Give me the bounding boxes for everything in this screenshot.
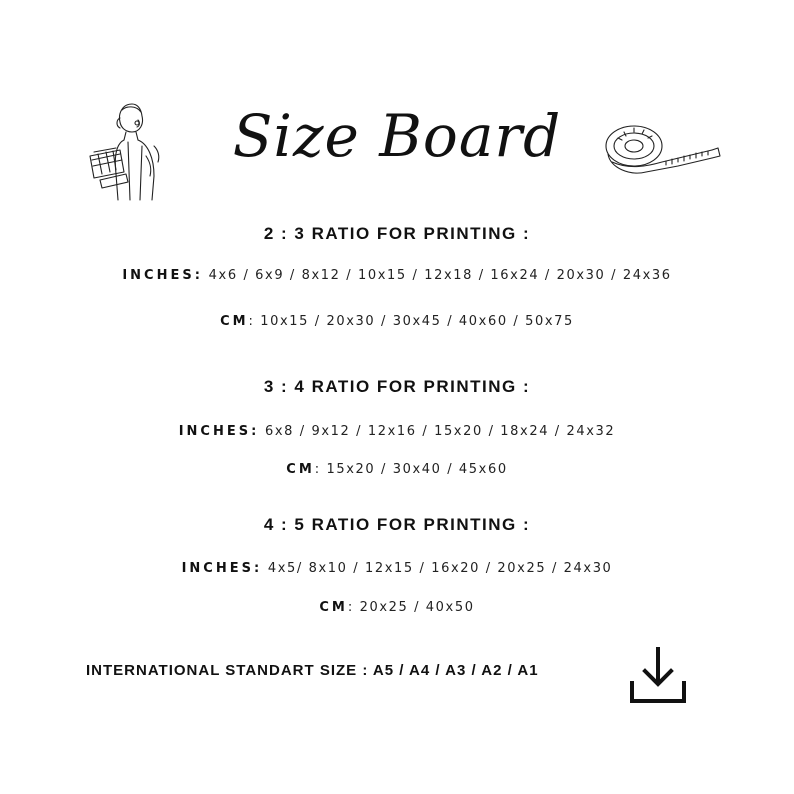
page-title: Size Board: [232, 102, 562, 170]
inches-label: INCHES:: [178, 424, 260, 439]
cm-label: CM: [220, 314, 249, 329]
section-1-inches: [120, 266, 674, 285]
inches-values: 6x8 / 9x12 / 12x16 / 15x20 / 18x24 / 24x32: [265, 424, 616, 439]
section-3-inches: [120, 559, 674, 578]
cm-values: : 10x15 / 20x30 / 30x45 / 40x60 / 50x75: [248, 314, 574, 329]
section-1-cm: [120, 312, 674, 331]
cm-values: : 15x20 / 30x40 / 45x60: [314, 462, 508, 477]
section-3-cm: [120, 598, 674, 617]
cm-values: : 20x25 / 40x50: [347, 600, 475, 615]
inches-values: 4x6 / 6x9 / 8x12 / 10x15 / 12x18 / 16x24 / 20x30 / 24x36: [208, 268, 672, 283]
download-icon[interactable]: [626, 645, 690, 707]
section-1-heading: 2 : 3 RATIO FOR PRINTING :: [263, 224, 531, 243]
cm-label: CM: [319, 600, 348, 615]
cm-label: CM: [286, 462, 315, 477]
measuring-tape-icon: [600, 118, 722, 184]
section-3-heading: 4 : 5 RATIO FOR PRINTING :: [263, 515, 531, 534]
section-2-cm: [120, 460, 674, 479]
section-2-heading: 3 : 4 RATIO FOR PRINTING :: [263, 377, 531, 396]
international-sizes: INTERNATIONAL STANDART SIZE : A5 / A4 / A3 / A2 / A1: [86, 662, 539, 679]
section-2-inches: [120, 422, 674, 441]
inches-values: 4x5/ 8x10 / 12x15 / 16x20 / 20x25 / 24x30: [267, 561, 613, 576]
inches-label: INCHES:: [122, 268, 203, 283]
inches-label: INCHES:: [181, 561, 263, 576]
